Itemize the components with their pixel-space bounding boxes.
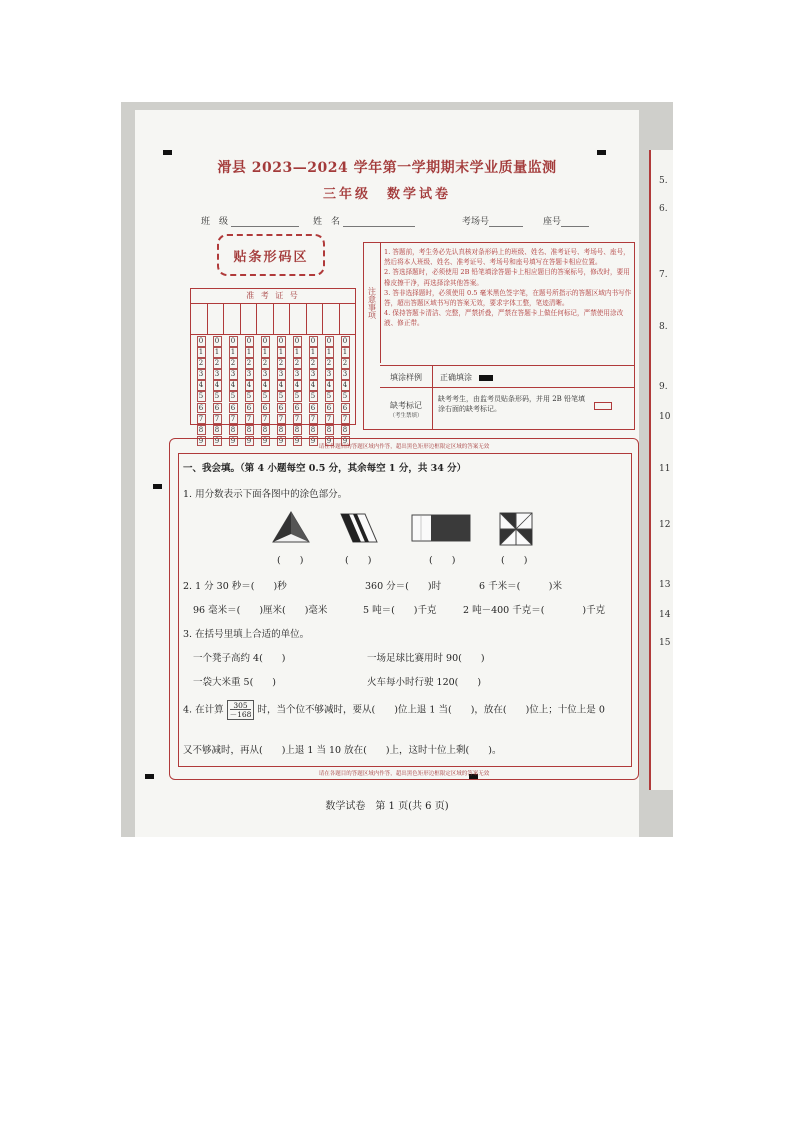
digit-bubble[interactable]: 8 [229,425,238,436]
digit-bubble[interactable]: 3 [293,369,302,380]
digit-bubble[interactable]: 3 [245,369,254,380]
right-q-number: 8. [659,322,668,332]
digit-bubble[interactable]: 3 [229,369,238,380]
digit-bubble[interactable]: 9 [261,436,270,447]
right-q-number: 14 [659,610,671,620]
fill-example-label: 填涂样例 [380,366,433,388]
q2-item[interactable]: 6 千米＝( )米 [479,581,562,592]
digit-bubble[interactable]: 2 [197,358,206,369]
exam-id-column[interactable] [305,336,321,447]
digit-bubble[interactable]: 1 [261,347,270,358]
absent-bubble[interactable] [594,402,612,410]
name-field[interactable] [313,214,415,227]
digit-bubble[interactable]: 8 [197,425,206,436]
digit-bubble[interactable]: 5 [213,391,222,402]
exam-id-column[interactable] [193,336,209,447]
q2-item[interactable]: 360 分＝( )时 [365,581,442,592]
digit-bubble[interactable]: 2 [341,358,350,369]
digit-bubble[interactable]: 5 [197,391,206,402]
q3-item[interactable]: 火车每小时行驶 120( ) [367,677,482,688]
exam-id-boxes[interactable] [191,304,355,335]
alignment-mark [163,150,172,155]
digit-bubble[interactable]: 0 [261,336,270,347]
seat-label: 座号 [543,217,562,227]
digit-bubble[interactable]: 2 [277,358,286,369]
absent-row [380,387,634,430]
digit-bubble[interactable]: 0 [309,336,318,347]
digit-bubble[interactable]: 8 [325,425,334,436]
digit-bubble[interactable]: 9 [309,436,318,447]
square-figure [499,512,533,546]
photo-frame [121,102,673,837]
digit-bubble[interactable]: 4 [293,380,302,391]
digit-bubble[interactable]: 1 [341,347,350,358]
exam-id-column[interactable] [225,336,241,447]
page-footer: 数学试卷 第 1 页(共 6 页) [325,801,449,812]
digit-bubble[interactable]: 4 [229,380,238,391]
exam-id-grid[interactable] [190,288,356,445]
digit-bubble[interactable]: 5 [309,391,318,402]
absent-sub: （考生禁填） [389,412,423,419]
exam-title: 滑县 2023—2024 学年第一学期期末学业质量监测 [217,160,557,176]
digit-bubble[interactable]: 3 [261,369,270,380]
class-label: 班 级 [201,217,229,227]
digit-bubble[interactable]: 6 [325,403,334,414]
digit-bubble[interactable]: 7 [325,414,334,425]
digit-bubble[interactable]: 8 [341,425,350,436]
digit-bubble[interactable]: 8 [261,425,270,436]
q2-item[interactable]: 96 毫米＝( )厘米( )毫米 [193,605,328,616]
warning-top: 请在各题目的答题区域内作答，超出黑色矩形边框限定区域的答案无效 [318,444,490,450]
q1-blank[interactable]: ( ) [277,555,304,566]
digit-bubble[interactable]: 5 [229,391,238,402]
absent-text: 缺考考生，由监考员贴条形码，并用 2B 铅笔填涂右面的缺考标记。 [438,395,586,413]
digit-bubble[interactable]: 8 [309,425,318,436]
digit-bubble[interactable]: 7 [197,414,206,425]
digit-bubble[interactable]: 4 [261,380,270,391]
digit-bubble[interactable]: 7 [293,414,302,425]
digit-bubble[interactable]: 3 [277,369,286,380]
exam-id-column[interactable] [337,336,353,447]
digit-bubble[interactable]: 1 [277,347,286,358]
alignment-mark [597,150,606,155]
digit-bubble[interactable]: 3 [325,369,334,380]
digit-bubble[interactable]: 1 [325,347,334,358]
digit-bubble[interactable]: 6 [213,403,222,414]
digit-bubble[interactable]: 9 [197,436,206,447]
digit-bubble[interactable]: 5 [245,391,254,402]
vertical-top: 305 [233,701,248,710]
absent-label: 缺考标记 [390,400,422,410]
digit-bubble[interactable]: 7 [245,414,254,425]
seat-field[interactable] [543,214,589,227]
q1-blank[interactable]: ( ) [501,555,528,566]
digit-bubble[interactable]: 5 [261,391,270,402]
right-q-number: 11 [659,464,671,474]
exam-id-column[interactable] [321,336,337,447]
digit-bubble[interactable]: 9 [213,436,222,447]
right-q-number: 7. [659,270,668,280]
digit-bubble[interactable]: 0 [293,336,302,347]
digit-bubble[interactable]: 4 [341,380,350,391]
right-q-number: 6. [659,204,668,214]
q4-line1[interactable] [183,700,605,720]
answer-sheet-page [135,110,639,837]
digit-bubble[interactable]: 9 [341,436,350,447]
next-page-edge [649,150,673,790]
fill-example-row [380,365,634,388]
q2-item[interactable]: 5 吨＝( )千克 [363,605,437,616]
exam-room-field[interactable] [462,214,523,227]
digit-bubble[interactable]: 2 [229,358,238,369]
absent-cell [380,388,433,430]
exam-id-column[interactable] [289,336,305,447]
notice-text [384,247,632,329]
barcode-area: 贴条形码区 [217,234,325,276]
exam-id-bubbles[interactable] [191,335,355,448]
digit-bubble[interactable]: 7 [277,414,286,425]
digit-bubble[interactable]: 6 [293,403,302,414]
digit-bubble[interactable]: 6 [229,403,238,414]
triangle-figure [271,510,311,544]
notice-item: 4. 保持答题卡清洁、完整，严禁折叠，严禁在答题卡上做任何标记，严禁使用涂改液、修正带。 [384,309,624,328]
right-q-number: 10 [659,412,671,422]
digit-bubble[interactable]: 0 [245,336,254,347]
digit-bubble[interactable]: 6 [277,403,286,414]
digit-bubble[interactable]: 3 [341,369,350,380]
digit-bubble[interactable]: 4 [277,380,286,391]
digit-bubble[interactable]: 8 [293,425,302,436]
digit-bubble[interactable]: 8 [245,425,254,436]
q4-line1-text: 时，当个位不够减时，要从( )位上退 1 当( )，放在( )位上；十位上是 0 [257,704,605,716]
digit-bubble[interactable]: 4 [245,380,254,391]
digit-bubble[interactable]: 9 [245,436,254,447]
q4-prefix: 4. 在计算 [183,704,224,716]
digit-bubble[interactable]: 4 [325,380,334,391]
exam-room-label: 考场号 [462,217,490,227]
digit-bubble[interactable]: 1 [197,347,206,358]
notice-box [363,242,635,430]
right-q-number: 9. [659,382,668,392]
digit-bubble[interactable]: 8 [213,425,222,436]
section-heading: 一、我会填。（第 4 小题每空 0.5 分，其余每空 1 分，共 34 分） [183,463,467,474]
digit-bubble[interactable]: 6 [197,403,206,414]
digit-bubble[interactable]: 5 [277,391,286,402]
fill-correct-label: 正确填涂 [440,373,472,382]
digit-bubble[interactable]: 6 [245,403,254,414]
alignment-mark [145,774,154,779]
digit-bubble[interactable]: 0 [213,336,222,347]
digit-bubble[interactable]: 0 [325,336,334,347]
digit-bubble[interactable]: 6 [309,403,318,414]
right-q-number: 5. [659,176,668,186]
parallelogram-figure [339,512,379,544]
digit-bubble[interactable]: 1 [245,347,254,358]
digit-bubble[interactable]: 1 [309,347,318,358]
vertical-subtraction [227,700,255,720]
exam-subtitle: 三年级 数学试卷 [322,187,451,202]
right-q-number: 12 [659,520,671,530]
digit-bubble[interactable]: 5 [325,391,334,402]
digit-bubble[interactable]: 4 [309,380,318,391]
exam-id-title: 准 考 证 号 [191,289,355,304]
q3-item[interactable]: 一袋大米重 5( ) [193,677,276,688]
digit-bubble[interactable]: 2 [293,358,302,369]
digit-bubble[interactable]: 9 [229,436,238,447]
class-field[interactable] [201,214,299,227]
q1-blank[interactable]: ( ) [429,555,456,566]
notice-item: 1. 答题前，考生务必先认真核对条形码上的班级、姓名、准考证号、考场号、座号，然后将本人班级、姓名、准考证号、考场号和座号填写在答题卡相应位置。 [384,248,630,267]
exam-id-column[interactable] [209,336,225,447]
digit-bubble[interactable]: 0 [197,336,206,347]
digit-bubble[interactable]: 4 [197,380,206,391]
q1-blank[interactable]: ( ) [345,555,372,566]
vertical-bottom: －168 [229,710,252,719]
rectangle-figure [411,514,471,542]
q1-text: 1. 用分数表示下面各图中的涂色部分。 [183,489,348,500]
right-q-number: 13 [659,580,671,590]
q3-item[interactable]: 一个凳子高约 4( ) [193,653,286,664]
digit-bubble[interactable]: 7 [341,414,350,425]
digit-bubble[interactable]: 5 [293,391,302,402]
q2-item[interactable]: 2. 1 分 30 秒＝( )秒 [183,581,287,592]
digit-bubble[interactable]: 7 [309,414,318,425]
digit-bubble[interactable]: 7 [261,414,270,425]
alignment-mark [153,484,162,489]
digit-bubble[interactable]: 7 [229,414,238,425]
exam-id-column[interactable] [257,336,273,447]
digit-bubble[interactable]: 2 [245,358,254,369]
q4-line2[interactable]: 又不够减时，再从( )上退 1 当 10 放在( )上，这时十位上剩( )。 [183,745,502,756]
digit-bubble[interactable]: 1 [213,347,222,358]
fill-correct [440,372,493,383]
digit-bubble[interactable]: 6 [341,403,350,414]
notice-item: 3. 答非选择题时，必须使用 0.5 毫米黑色签字笔，在题号所指示的答题区域内书写作答，超出答题区域书写的答案无效，要求字体工整，笔迹清晰。 [384,288,632,308]
q3-item[interactable]: 一场足球比赛用时 90( ) [367,653,485,664]
exam-id-column[interactable] [273,336,289,447]
q3-text: 3. 在括号里填上合适的单位。 [183,629,310,640]
name-label: 姓 名 [313,217,341,227]
filled-bubble-icon [479,375,493,381]
right-q-number: 15 [659,638,671,648]
digit-bubble[interactable]: 2 [213,358,222,369]
digit-bubble[interactable]: 0 [229,336,238,347]
digit-bubble[interactable]: 2 [261,358,270,369]
digit-bubble[interactable]: 6 [261,403,270,414]
answer-area [169,438,639,780]
digit-bubble[interactable]: 0 [341,336,350,347]
q2-item[interactable]: 2 吨－400 千克＝( )千克 [463,605,606,616]
digit-bubble[interactable]: 9 [277,436,286,447]
exam-id-column[interactable] [241,336,257,447]
digit-bubble[interactable]: 5 [341,391,350,402]
digit-bubble[interactable]: 2 [309,358,318,369]
digit-bubble[interactable]: 9 [293,436,302,447]
digit-bubble[interactable]: 4 [213,380,222,391]
digit-bubble[interactable]: 3 [197,369,206,380]
digit-bubble[interactable]: 2 [325,358,334,369]
question-area [178,453,632,767]
digit-bubble[interactable]: 8 [277,425,286,436]
notice-item: 2. 答选择题时，必须使用 2B 铅笔填涂答题卡上相应题目的答案标号，修改时，要用橡皮擦干净，再选择涂其他答案。 [384,268,630,287]
digit-bubble[interactable]: 9 [325,436,334,447]
digit-bubble[interactable]: 3 [309,369,318,380]
digit-bubble[interactable]: 0 [277,336,286,347]
digit-bubble[interactable]: 1 [229,347,238,358]
digit-bubble[interactable]: 3 [213,369,222,380]
warning-bottom: 请在各题目的答题区域内作答，超出黑色矩形边框限定区域的答案无效 [318,771,490,777]
notice-side-label: 注意事项 [364,243,381,363]
digit-bubble[interactable]: 7 [213,414,222,425]
digit-bubble[interactable]: 1 [293,347,302,358]
